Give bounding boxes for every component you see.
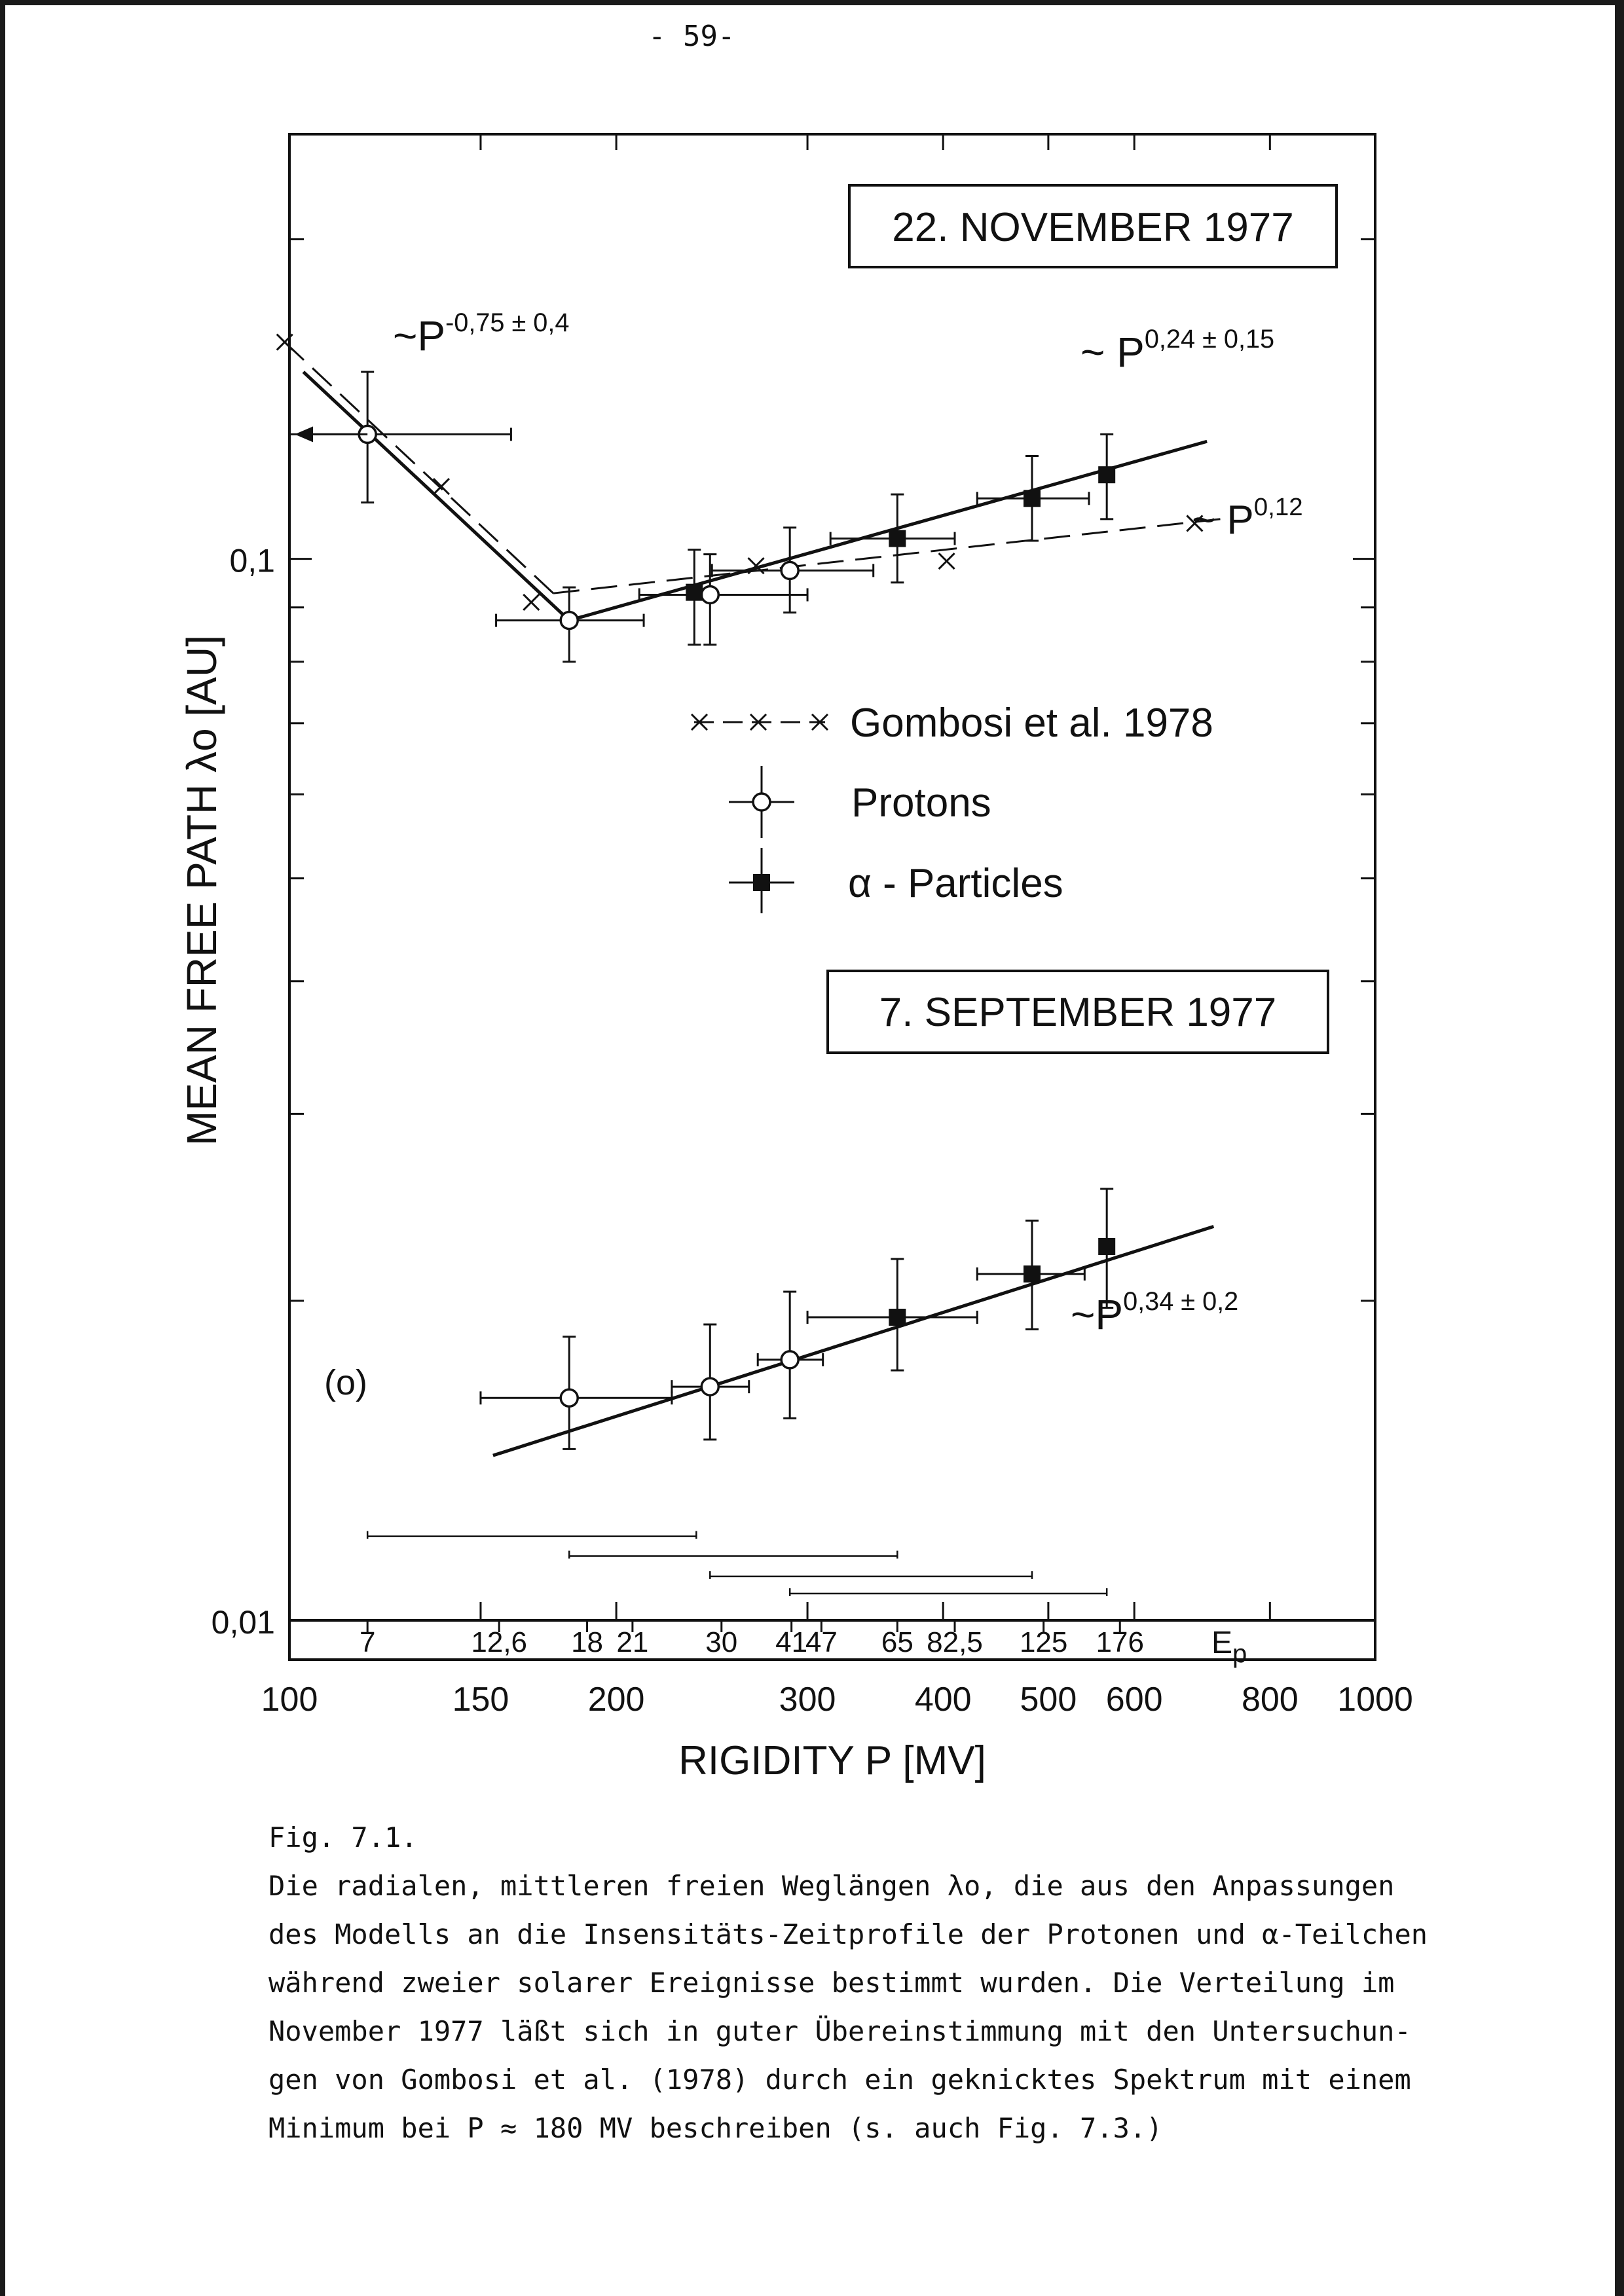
page-number: - 59- (648, 20, 735, 53)
alpha-marker (1024, 490, 1041, 507)
y-axis-label: MEAN FREE PATH λo [AU] (178, 635, 225, 1146)
energy-tick-label: 18 (571, 1626, 604, 1658)
y-tick-label: 0,1 (229, 542, 275, 579)
legend-alpha-marker (753, 874, 770, 891)
energy-tick-label: 82,5 (927, 1626, 983, 1658)
caption-line: während zweier solarer Ereignisse bestimmt wurden. Die Verteilung im (268, 1967, 1395, 1999)
panel-title: 22. NOVEMBER 1977 (892, 205, 1294, 250)
x-tick-label: 300 (779, 1681, 836, 1719)
alpha-marker (1024, 1266, 1041, 1283)
energy-tick-label: 176 (1096, 1626, 1144, 1658)
energy-tick-label: 125 (1019, 1626, 1068, 1658)
legend-proton-marker (753, 793, 770, 811)
energy-tick-label: 12,6 (471, 1626, 528, 1658)
proton-marker (561, 1389, 578, 1406)
x-tick-label: 200 (587, 1681, 645, 1719)
x-tick-label: 1000 (1337, 1681, 1413, 1719)
energy-tick-label: 65 (881, 1626, 913, 1658)
alpha-marker (1098, 466, 1115, 483)
panel-title: 7. SEPTEMBER 1977 (879, 990, 1277, 1035)
arrowhead (295, 426, 313, 442)
energy-tick-label: 21 (616, 1626, 649, 1658)
caption-line: gen von Gombosi et al. (1978) durch ein geknicktes Spektrum mit einem (268, 2064, 1411, 2096)
x-axis-label: RIGIDITY P [MV] (678, 1738, 986, 1783)
legend-gombosi-label: Gombosi et al. 1978 (850, 701, 1213, 746)
proton-marker (781, 562, 798, 579)
y-tick-label: 0,01 (211, 1604, 275, 1641)
caption-line: Fig. 7.1. (268, 1821, 418, 1853)
proton-marker (781, 1351, 798, 1368)
alpha-marker (686, 584, 703, 601)
x-tick-label: 500 (1020, 1681, 1077, 1719)
alpha-marker (1098, 1238, 1115, 1255)
alpha-marker (889, 530, 906, 547)
x-tick-label: 150 (452, 1681, 509, 1719)
legend-proton-label: Protons (851, 780, 991, 826)
caption-line: Die radialen, mittleren freien Weglängen λo, die aus den Anpassungen (268, 1870, 1395, 1902)
caption-line: des Modells an die Insensitäts-Zeitprofile der Protonen und α-Teilchen (268, 1918, 1428, 1950)
proton-marker (701, 1378, 718, 1395)
x-tick-label: 800 (1241, 1681, 1299, 1719)
x-tick-label: 100 (261, 1681, 318, 1719)
energy-tick-label: 47 (805, 1626, 838, 1658)
fit-line (493, 1226, 1213, 1455)
energy-tick-label: 30 (705, 1626, 738, 1658)
alpha-marker (889, 1309, 906, 1326)
legend-alpha-label: α - Particles (848, 861, 1063, 906)
proton-marker (561, 612, 578, 629)
panel-note: (o) (324, 1363, 367, 1402)
caption-line: November 1977 läßt sich in guter Übereinstimmung mit den Untersuchun- (268, 2015, 1411, 2047)
fit-label-rise: ~ $P^{0,24 \pm 0,15}$ (1080, 325, 1275, 376)
plot-frame (289, 134, 1375, 1620)
x-tick-label: 600 (1105, 1681, 1163, 1719)
fit-label-gombosi: ~ P$^{0,12}$ (1192, 493, 1303, 543)
fit-label-september: $\sim P^{0,34 \pm 0,2}$ (1071, 1287, 1239, 1338)
energy-tick-label: 7 (359, 1626, 376, 1658)
fit-label-steep: $\sim P^{-0,75 \pm 0,4}$ (393, 308, 570, 359)
proton-marker (701, 586, 718, 603)
energy-tick-label: 41 (775, 1626, 808, 1658)
x-tick-label: 400 (914, 1681, 972, 1719)
energy-axis-label: $E_p$ (1211, 1626, 1247, 1668)
gombosi-fit-line (285, 342, 553, 594)
fit-line (303, 372, 569, 621)
figure-caption (268, 1813, 1460, 2153)
caption-line: Minimum bei P ≈ 180 MV beschreiben (s. auch Fig. 7.3.) (268, 2112, 1163, 2144)
